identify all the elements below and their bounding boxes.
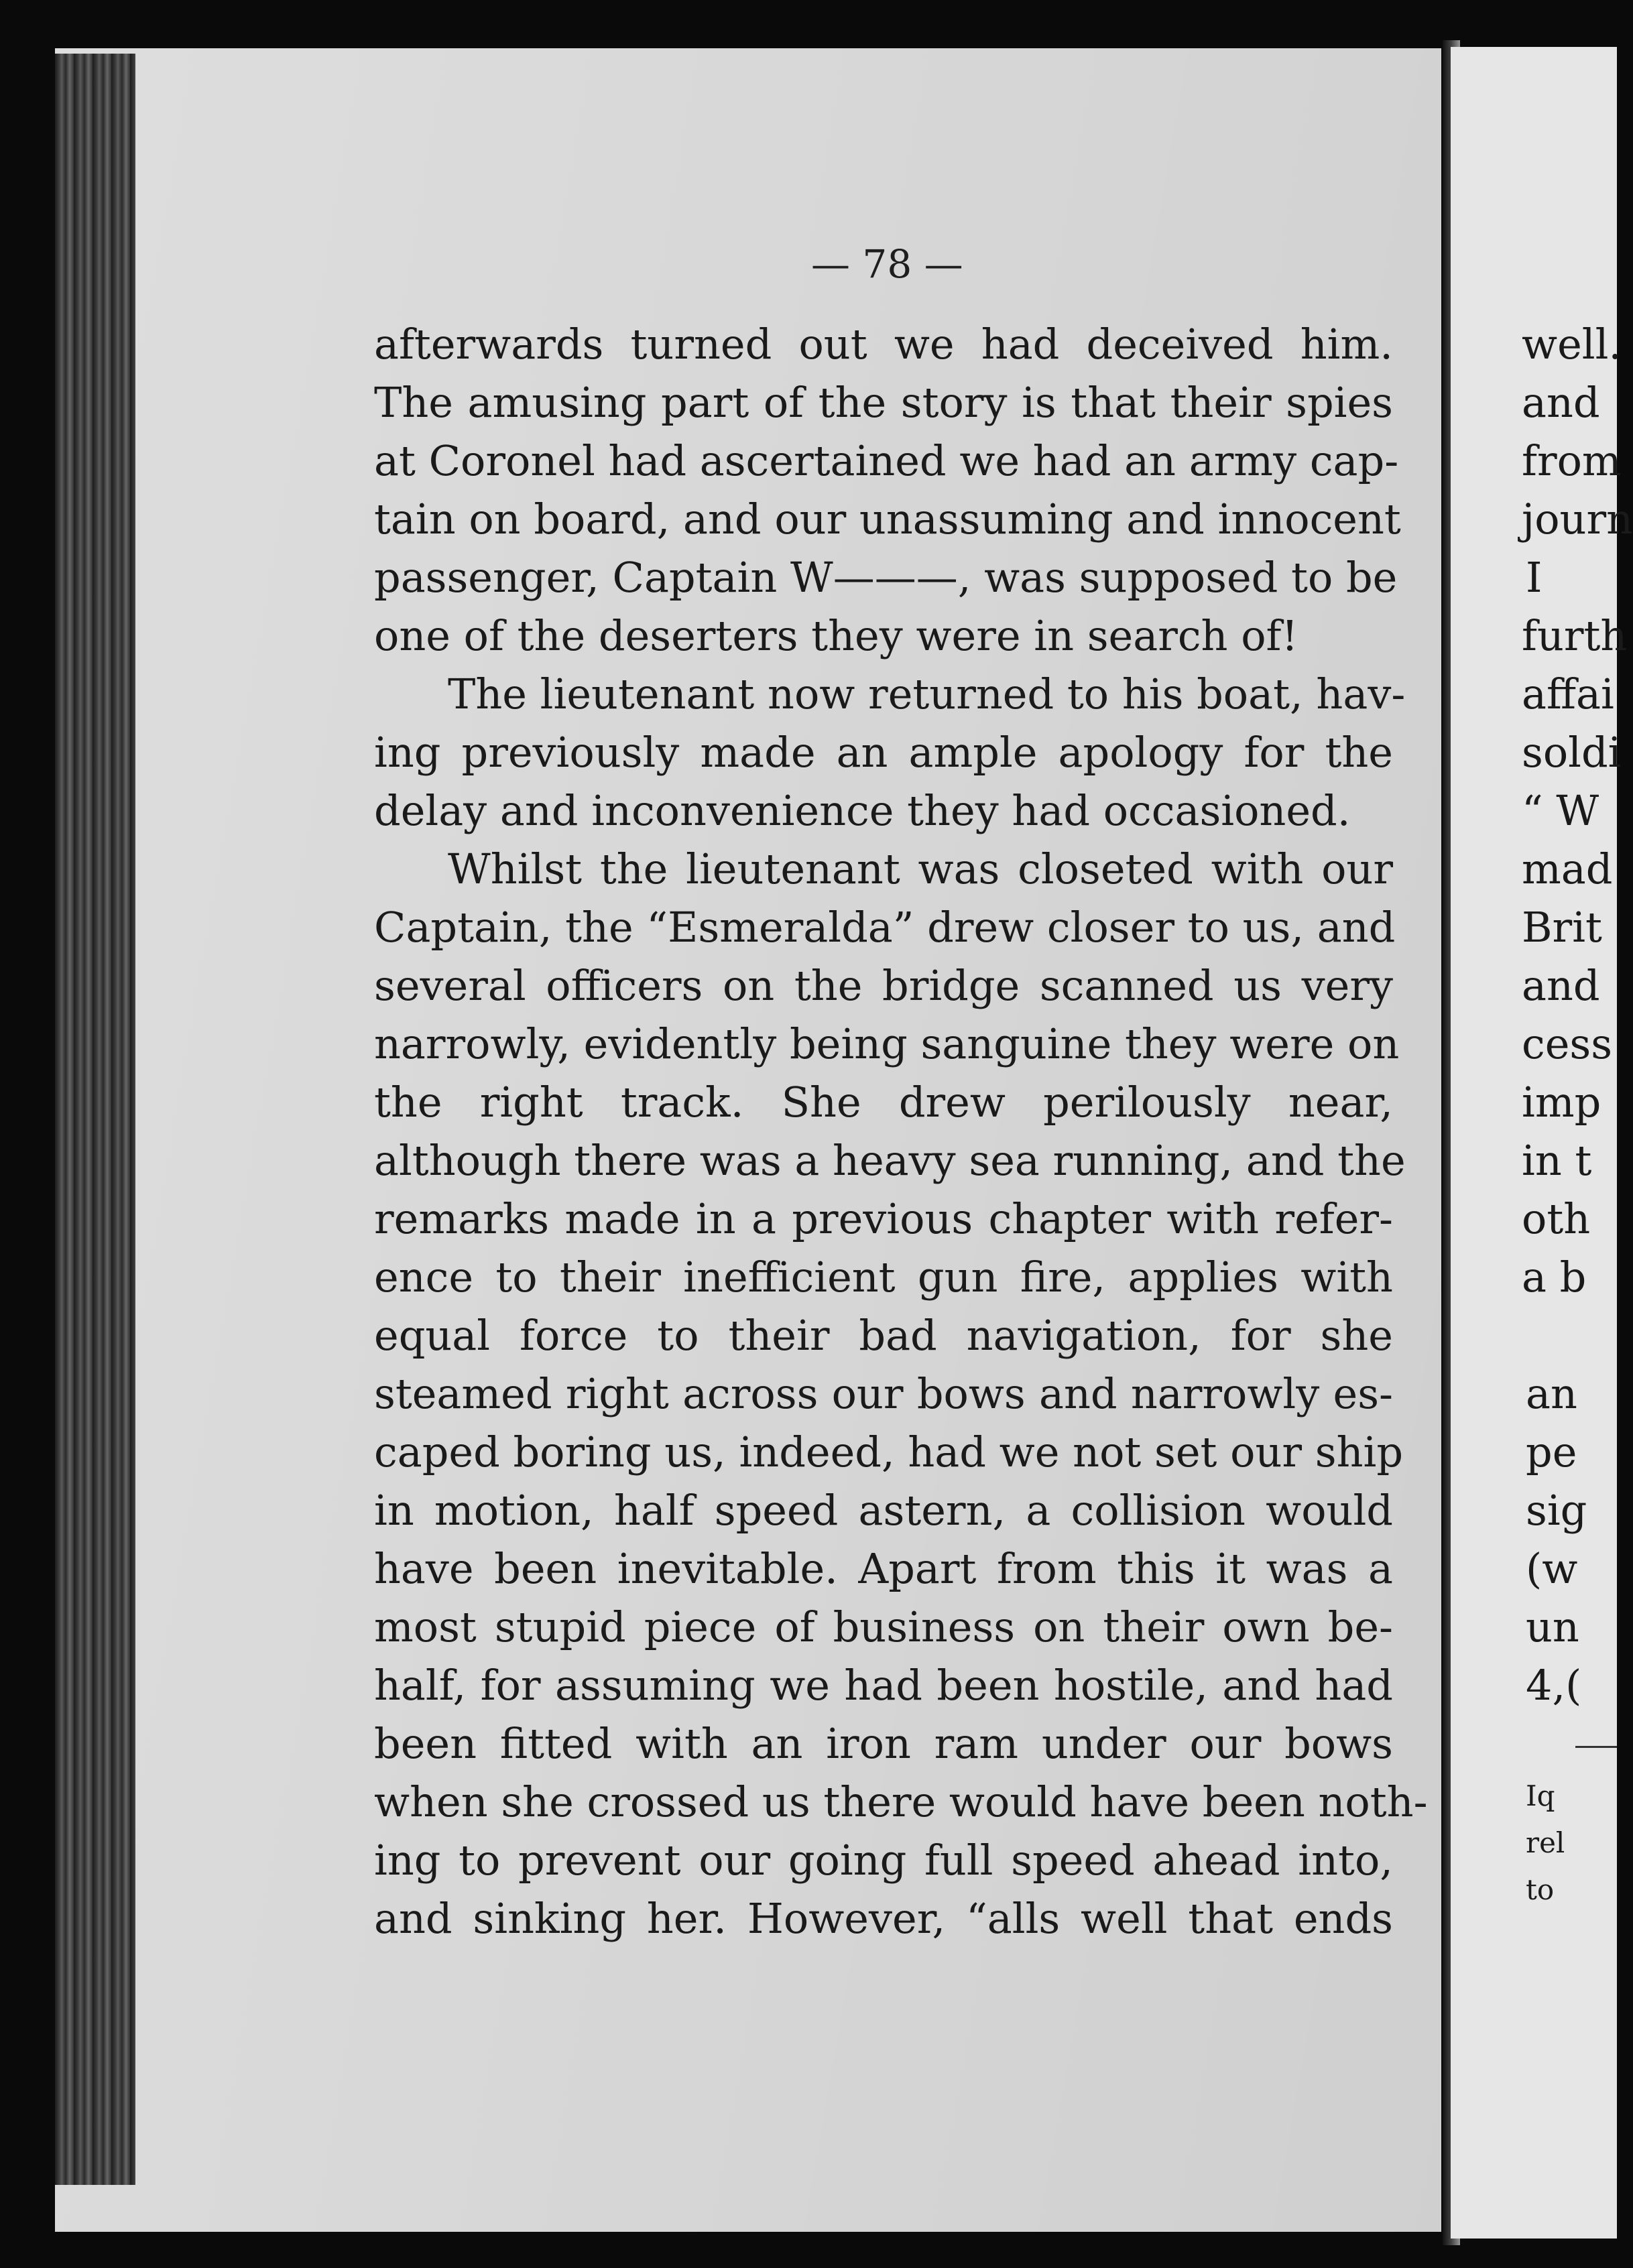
right-text-line: Brit (1522, 903, 1602, 952)
right-text-line: well. (1522, 320, 1622, 369)
right-text-line: soldi (1522, 728, 1622, 777)
text-line: ing previously made an ample apology for the (374, 728, 1393, 777)
text-line: delay and inconvenience they had occasioned. (374, 786, 1351, 835)
right-text-line: from (1522, 436, 1622, 485)
text-line: The amusing part of the story is that their spies (374, 378, 1393, 427)
right-text-line: to (1526, 1873, 1555, 1906)
text-line: passenger, Captain W———, was supposed to be (374, 553, 1398, 602)
text-line: and sinking her. However, “alls well that ends (374, 1894, 1393, 1943)
text-line: Whilst the lieutenant was closeted with our (448, 844, 1393, 893)
right-text-line: and (1522, 961, 1600, 1010)
text-line: afterwards turned out we had deceived him. (374, 320, 1393, 369)
text-line: half, for assuming we had been hostile, and had (374, 1661, 1393, 1710)
text-line: steamed right across our bows and narrowly es- (374, 1369, 1393, 1418)
text-line: one of the deserters they were in search of! (374, 611, 1298, 660)
text-line: ence to their inefficient gun fire, applies with (374, 1253, 1393, 1302)
right-text-line: sig (1526, 1486, 1587, 1535)
right-text-line: Iq (1526, 1779, 1555, 1812)
right-text-line: rel (1526, 1826, 1565, 1859)
right-text-line: mad (1522, 844, 1613, 893)
text-line: when she crossed us there would have been noth- (374, 1777, 1428, 1826)
right-text-line: in t (1522, 1136, 1592, 1185)
right-page-text (1522, 315, 1633, 1913)
right-text-line: affai (1522, 670, 1614, 718)
footnote-rule (1575, 1746, 1617, 1748)
text-line: at Coronel had ascertained we had an army cap- (374, 436, 1399, 485)
right-text-line (1522, 1306, 1633, 1365)
text-line: narrowly, evidently being sanguine they were on (374, 1019, 1400, 1068)
text-line: been fitted with an iron ram under our bows (374, 1719, 1393, 1768)
right-text-line: cess (1522, 1019, 1613, 1068)
right-text-line: journ (1522, 495, 1633, 544)
right-text-line: I (1526, 553, 1543, 602)
text-line: in motion, half speed astern, a collision would (374, 1486, 1393, 1535)
text-line: Captain, the “Esmeralda” drew closer to us, and (374, 903, 1396, 952)
text-line: although there was a heavy sea running, and the (374, 1136, 1406, 1185)
text-line: the right track. She drew perilously near, (374, 1078, 1393, 1127)
body-text (374, 315, 1428, 1948)
text-line: most stupid piece of business on their own be- (374, 1602, 1393, 1651)
page-number: — 78 — (811, 241, 963, 287)
right-text-line: imp (1522, 1078, 1601, 1127)
text-line: caped boring us, indeed, had we not set our ship (374, 1428, 1404, 1476)
text-line: ing to prevent our going full speed ahead into, (374, 1836, 1393, 1885)
text-line: remarks made in a previous chapter with refer- (374, 1194, 1393, 1243)
text-line: equal force to their bad navigation, for she (374, 1311, 1393, 1360)
right-text-line: un (1526, 1602, 1579, 1651)
book-spine (55, 54, 135, 2185)
right-text-line: an (1526, 1369, 1577, 1418)
right-text-line: “ W (1522, 786, 1599, 835)
right-text-line: oth (1522, 1194, 1591, 1243)
text-line: The lieutenant now returned to his boat, hav- (448, 670, 1406, 718)
right-text-line: a b (1522, 1253, 1587, 1302)
right-text-line: (w (1526, 1544, 1578, 1593)
right-text-line: pe (1526, 1428, 1577, 1476)
right-text-line: 4,( (1526, 1661, 1582, 1710)
text-line: several officers on the bridge scanned us very (374, 961, 1393, 1010)
text-line: have been inevitable. Apart from this it was a (374, 1544, 1393, 1593)
right-text-line: and (1522, 378, 1600, 427)
text-line: tain on board, and our unassuming and innocent (374, 495, 1401, 544)
right-text-line (1522, 1714, 1633, 1773)
right-text-line: furth (1522, 611, 1628, 660)
